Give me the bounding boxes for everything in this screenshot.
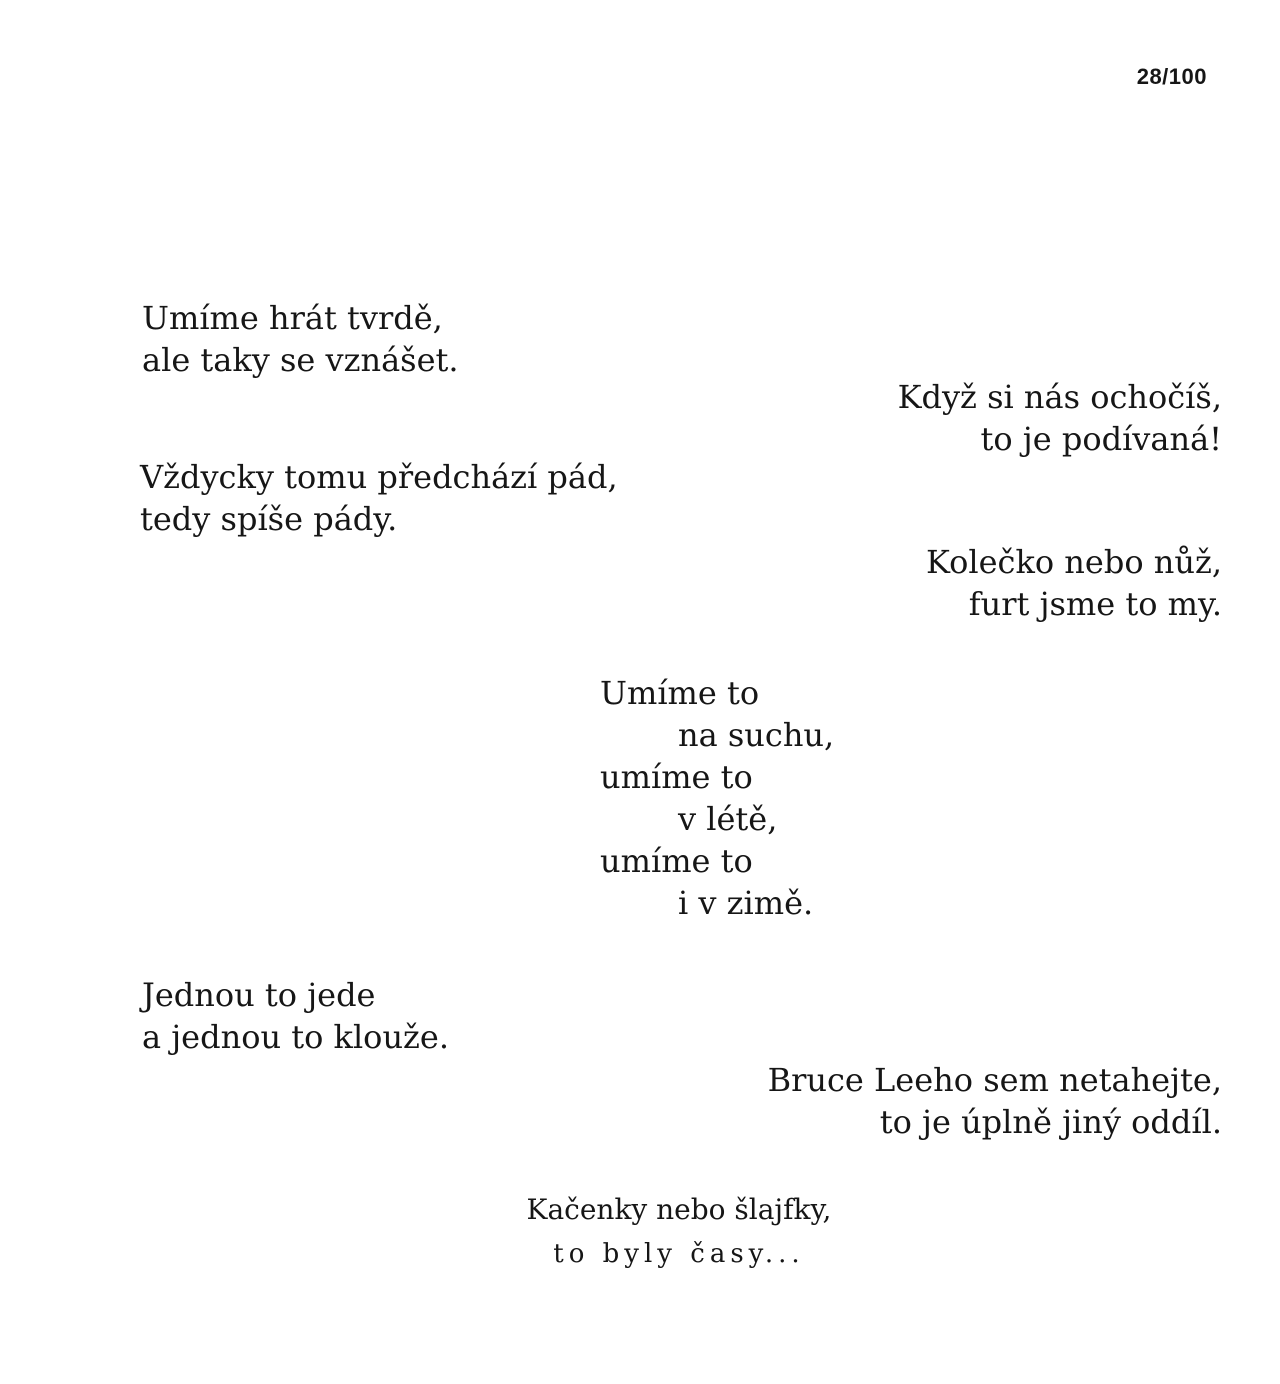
stanza-3 [140,456,618,540]
poem-line: i v zimě. [678,884,814,922]
poem-line: furt jsme to my. [968,585,1222,623]
stanza-2 [898,376,1222,460]
poem-line: to je úplně jiný oddíl. [879,1103,1222,1141]
poem-line: na suchu, [678,716,835,754]
page-number: 28/100 [1136,64,1207,89]
poem-line: Vždycky tomu předchází pád, [140,458,618,496]
poem-line: Jednou to jede [142,976,376,1014]
poem-line: ale taky se vznášet. [142,341,459,379]
stanza-6 [142,974,449,1058]
stanza-7 [768,1059,1222,1143]
stanza-8 [429,1189,929,1275]
poem-line: a jednou to klouže. [142,1018,450,1056]
stanza-5 [600,672,834,924]
poem-line: Kačenky nebo šlajfky, [526,1193,832,1226]
poem-line: Kolečko nebo nůž, [926,543,1222,581]
poem-line: to je podívaná! [980,420,1222,458]
poem-line: umíme to [600,758,753,796]
poem-line: tedy spíše pády. [140,500,398,538]
poem-line: Umíme hrát tvrdě, [142,299,443,337]
poem-line: v létě, [678,800,778,838]
poem-line: umíme to [600,842,753,880]
stanza-1 [142,297,459,381]
poem-line: to byly časy... [553,1239,805,1269]
poem-line: Umíme to [600,674,760,712]
poem-line: Bruce Leeho sem netahejte, [767,1061,1222,1099]
poem-line: Když si nás ochočíš, [897,378,1222,416]
stanza-4 [926,541,1222,625]
